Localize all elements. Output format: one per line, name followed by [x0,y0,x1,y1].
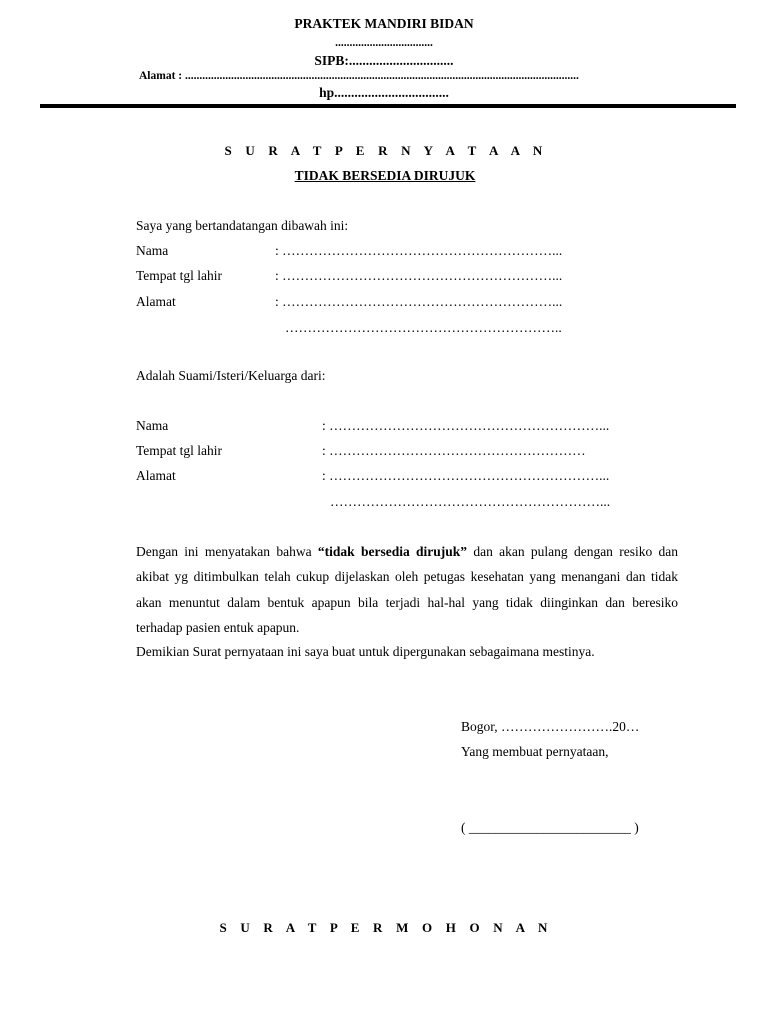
field2-birth-value: : ………………………………………………… [322,443,586,458]
statement-body [136,539,678,640]
signer-label: Yang membuat pernyataan, [461,744,609,759]
statement-body-emphasis: “tidak bersedia dirujuk” [317,544,468,559]
statement-subheading: TIDAK BERSEDIA DIRUJUK [294,168,476,183]
relation-line: Adalah Suami/Isteri/Keluarga dari: [136,368,326,383]
statement-closing: Demikian Surat pernyataan ini saya buat untuk dipergunakan sebagaimana mestinya. [136,644,595,659]
request-heading: S U R A T P E R M O H O N A N [219,920,553,935]
clinic-name-placeholder: .................................. [335,37,433,49]
field1-birth-value: : ……………………………………………………... [275,268,563,283]
field2-birth-label: Tempat tgl lahir [136,443,223,458]
field1-address-label: Alamat [136,294,176,309]
letterhead-divider [40,104,736,108]
statement-body-start: Dengan ini menyatakan bahwa [136,544,318,559]
statement-intro: Saya yang bertandatangan dibawah ini: [136,218,349,233]
place-date: Bogor, …………………….20… [461,719,640,734]
clinic-phone-line: hp.................................. [319,85,449,100]
field2-address-label: Alamat [136,468,176,483]
statement-body-rest: dan akan pulang dengan resiko dan akibat yg ditimbulkan telah cukup dijelaskan oleh petugas kesehatan yang menangani dan tidak akan menuntut dalam bentuk apapun bila terjadi hal-hal yang tidak diinginkan dan beresiko terhadap pasien entuk apapun. [136,544,679,635]
sipb-line: SIPB:............................... [314,53,454,68]
field2-name-label: Nama [136,418,169,433]
signature-field [461,820,639,836]
field1-address-continuation: …………………………………………………….. [285,320,562,335]
field1-name-value: : ……………………………………………………... [275,243,563,258]
field1-birth-label: Tempat tgl lahir [136,268,223,283]
signature-open-paren: ( [461,820,469,835]
field2-address-continuation: ……………………………………………………... [330,494,611,509]
statement-heading: S U R A T P E R N Y A T A A N [224,143,548,158]
field2-address-value: : ……………………………………………………... [322,468,610,483]
field1-address-value: : ……………………………………………………... [275,294,563,309]
clinic-address-line: Alamat : ......................................................................................................................................... [139,70,579,82]
signature-close-paren: ) [630,820,639,835]
clinic-title: PRAKTEK MANDIRI BIDAN [294,16,474,31]
field2-name-value: : ……………………………………………………... [322,418,610,433]
signature-line: ________________________ [468,820,631,835]
field1-name-label: Nama [136,243,169,258]
